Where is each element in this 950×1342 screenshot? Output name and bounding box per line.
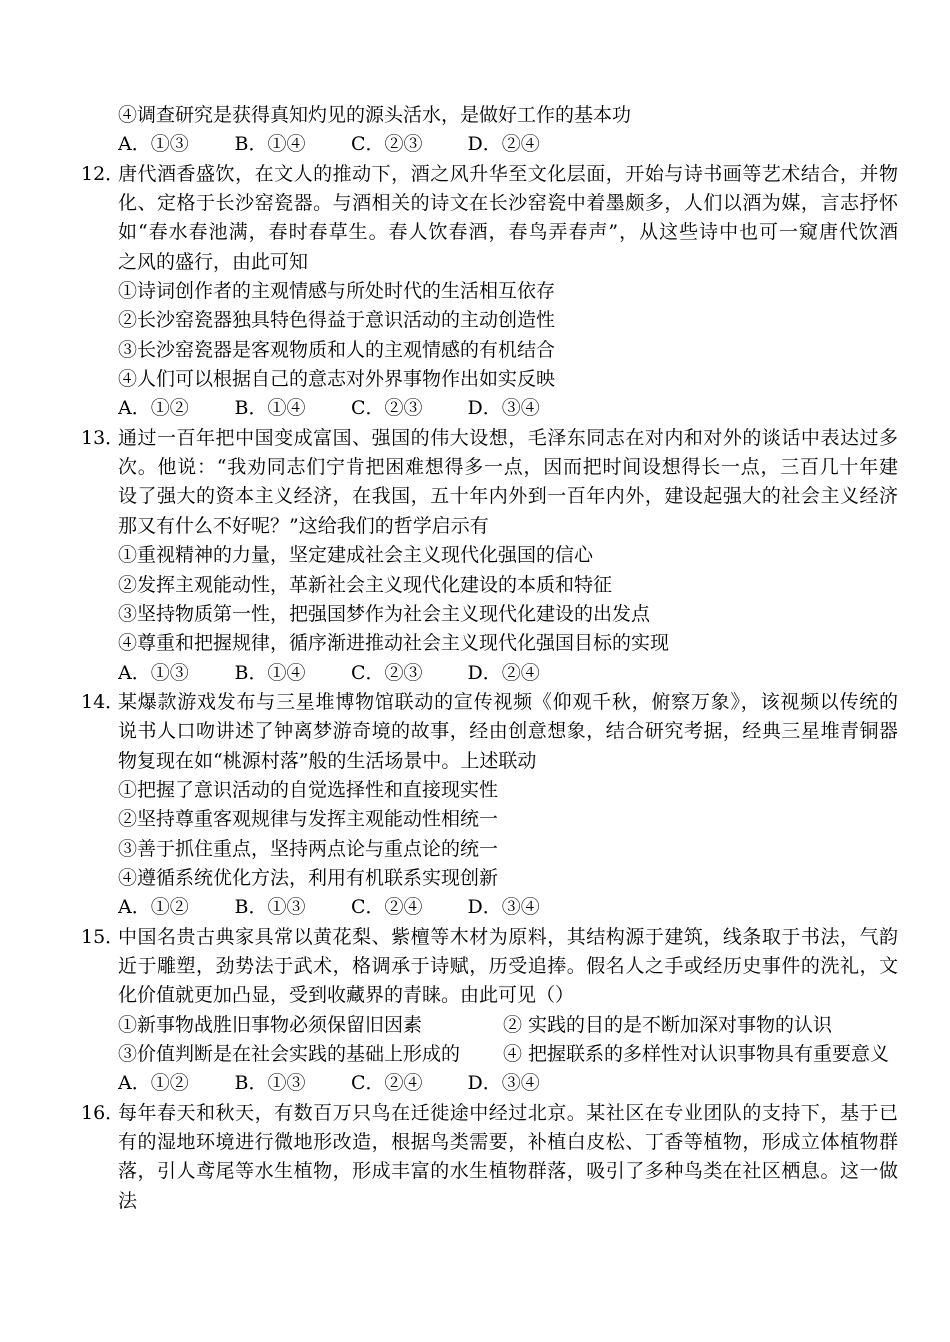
- statement-4: ④人们可以根据自己的意志对外界事物作出如实反映: [118, 368, 556, 391]
- statement-row: [118, 1040, 898, 1069]
- stem-line: 化价值就更加凸显，受到收藏界的青睐。由此可见（）: [118, 984, 575, 1007]
- question-12: [81, 160, 898, 424]
- question-number: 15．: [81, 925, 125, 948]
- question-11-continuation: [118, 101, 898, 160]
- statement-3: ③长沙窑瓷器是客观物质和人的主观情感的有机结合: [118, 338, 556, 361]
- stem-line: 设了强大的资本主义经济，在我国，五十年内外到一百年内外，建设起强大的社会主义经济: [118, 485, 898, 508]
- statement-4: ④遵循系统优化方法，利用有机联系实现创新: [118, 866, 499, 889]
- option-b: B．①④: [234, 397, 306, 420]
- statement-3: ③坚持物质第一性，把强国梦作为社会主义现代化建设的出发点: [118, 602, 651, 625]
- stem-line: 那又有什么不好呢？”这给我们的哲学启示有: [118, 514, 489, 537]
- stem-line: 中国名贵古典家具常以黄花梨、紫檀等木材为原料，其结构源于建筑，线条取于书法，气韵: [118, 925, 898, 948]
- statement-3: ③价值判断是在社会实践的基础上形成的: [118, 1043, 461, 1065]
- question-number: 13．: [81, 426, 125, 449]
- answer-options: [118, 1069, 898, 1098]
- option-b: B．①④: [234, 661, 306, 684]
- statement-1: ①诗词创作者的主观情感与所处时代的生活相互依存: [118, 280, 556, 303]
- statement-4: ④调查研究是获得真知灼见的源头活水，是做好工作的基本功: [118, 104, 632, 126]
- statement-row: [118, 1011, 898, 1040]
- option-b: B．①④: [234, 133, 306, 156]
- statement-2: ②坚持尊重客观规律与发挥主观能动性相统一: [118, 808, 499, 831]
- question-number: 12．: [81, 162, 125, 185]
- stem-line: 近于雕塑，劲势法于武术，格调承于诗赋，历受追捧。假名人之手或经历史事件的洗礼，文: [118, 954, 898, 977]
- question-number: 16．: [81, 1101, 125, 1124]
- question-16: [81, 1099, 898, 1216]
- statement-2: ② 实践的目的是不断加深对事物的认识: [503, 1013, 833, 1036]
- question-15: [81, 923, 898, 1099]
- stem-line: 之风的盛行，由此可知: [118, 250, 309, 273]
- option-a: A．①②: [118, 397, 189, 420]
- answer-options: [118, 394, 898, 423]
- stem-line: 落，引人鸢尾等水生植物，形成丰富的水生植物群落，吸引了多种鸟类在社区栖息。这一做: [118, 1160, 898, 1183]
- option-a: A．①②: [118, 896, 189, 919]
- option-d: D．③④: [467, 397, 540, 420]
- statement-1: ①新事物战胜旧事物必须保留旧因素: [118, 1013, 423, 1036]
- option-d: D．②④: [467, 133, 540, 156]
- statement-3: ③善于抓住重点，坚持两点论与重点论的统一: [118, 837, 499, 860]
- statement-2: ②长沙窑瓷器独具特色得益于意识活动的主动创造性: [118, 309, 556, 332]
- statement-1: ①把握了意识活动的自觉选择性和直接现实性: [118, 778, 499, 801]
- stem-line: 每年春天和秋天，有数百万只鸟在迁徙途中经过北京。某社区在专业团队的支持下，基于已: [118, 1101, 898, 1124]
- question-13: [81, 424, 898, 688]
- statement-4: ④ 把握联系的多样性对认识事物具有重要意义: [503, 1043, 890, 1065]
- option-d: D．③④: [467, 896, 540, 919]
- stem-line: 有的湿地环境进行微地形改造，根据鸟类需要，补植白皮松、丁香等植物，形成立体植物群: [118, 1131, 898, 1154]
- option-b: B．①③: [234, 896, 306, 919]
- option-b: B．①③: [234, 1072, 306, 1095]
- answer-options: [118, 659, 898, 688]
- option-a: A．①②: [118, 1072, 189, 1095]
- stem-line: 说书人口吻讲述了钟离梦游奇境的故事，经由创意想象，结合研究考据，经典三星堆青铜器: [118, 720, 898, 743]
- answer-options: [118, 130, 898, 159]
- stem-line: 如“春水春池满，春时春草生。春人饮春酒，春鸟弄春声”，从这些诗中也可一窥唐代饮酒: [118, 221, 898, 244]
- question-14: [81, 688, 898, 923]
- statement-1: ①重视精神的力量，坚定建成社会主义现代化强国的信心: [118, 544, 594, 567]
- stem-line: 法: [118, 1189, 138, 1212]
- option-a: A．①③: [118, 661, 189, 684]
- stem-line: 次。他说：“我劝同志们宁肯把困难想得多一点，因而把时间设想得长一点，三百几十年建: [118, 456, 898, 479]
- stem-line: 物复现在如“桃源村落”般的生活场景中。上述联动: [118, 749, 537, 772]
- stem-line: 唐代酒香盛饮，在文人的推动下，酒之风升华至文化层面，开始与诗书画等艺术结合，并物: [118, 162, 898, 185]
- option-d: D．②④: [467, 661, 540, 684]
- page-body: [81, 101, 898, 1216]
- question-number: 14．: [81, 690, 125, 713]
- answer-options: [118, 893, 898, 922]
- option-c: C．②③: [351, 133, 423, 156]
- option-c: C．②③: [351, 661, 423, 684]
- option-d: D．③④: [467, 1072, 540, 1095]
- option-a: A．①③: [118, 133, 189, 156]
- option-c: C．②④: [351, 896, 423, 919]
- stem-line: 化、定格于长沙窑瓷器。与酒相关的诗文在长沙窑瓷中着墨颇多，人们以酒为媒，言志抒怀: [118, 192, 898, 215]
- stem-line: 通过一百年把中国变成富国、强国的伟大设想，毛泽东同志在对内和对外的谈话中表达过多: [118, 426, 898, 449]
- statement-2: ②发挥主观能动性，革新社会主义现代化建设的本质和特征: [118, 573, 613, 596]
- option-c: C．②③: [351, 397, 423, 420]
- stem-line: 某爆款游戏发布与三星堆博物馆联动的宣传视频《仰观千秋，俯察万象》，该视频以传统的: [118, 690, 898, 713]
- statement-4: ④尊重和把握规律，循序渐进推动社会主义现代化强国目标的实现: [118, 632, 670, 655]
- option-c: C．②④: [351, 1072, 423, 1095]
